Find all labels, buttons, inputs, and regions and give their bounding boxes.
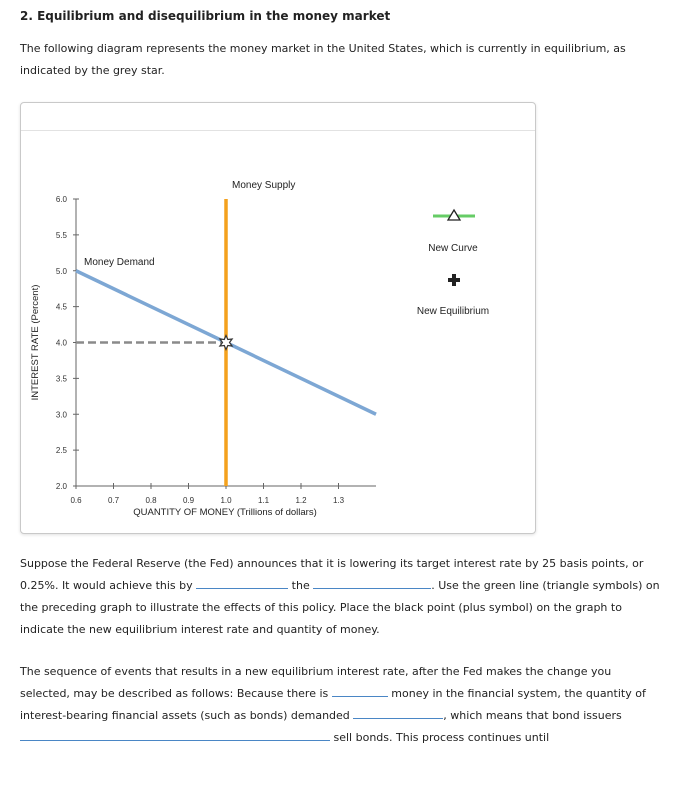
x-tick-label: 0.9 (182, 496, 195, 505)
graph-panel (20, 102, 536, 534)
x-tick-label: 0.7 (107, 496, 120, 505)
question-1 (20, 553, 660, 641)
y-tick-label: 5.5 (55, 230, 67, 240)
money-supply-label: Money Supply (232, 180, 296, 191)
y-tick-label: 2.5 (55, 446, 67, 456)
y-tick-label: 3.0 (55, 410, 67, 420)
q1-dropdown-object[interactable] (313, 576, 431, 589)
q1-dropdown-action[interactable] (196, 576, 288, 589)
q1-text-2: the (291, 579, 310, 592)
question-2 (20, 661, 660, 749)
q2-text-2: money in the financial system, the quantity of interest-bearing financial assets (such as bonds) demanded (20, 687, 646, 722)
new-equilibrium-label: New Equilibrium (416, 306, 490, 317)
x-tick-label: 0.8 (145, 496, 157, 505)
q2-dropdown-money[interactable] (332, 684, 388, 697)
y-axis-title: INTEREST RATE (Percent) (30, 284, 41, 401)
y-tick-label: 4.5 (55, 302, 67, 312)
y-tick-label: 3.5 (55, 374, 67, 384)
new-curve-label: New Curve (428, 243, 478, 254)
x-tick-label: 1.1 (257, 496, 270, 505)
x-tick-label: 1.3 (332, 496, 345, 505)
new-curve-tool[interactable] (433, 210, 475, 220)
q1-text-3: . Use the green line (triangle symbols) on the preceding graph to illustrate the effects of this policy. Place the black point (plus symbol) on the graph to indicate the new equilibrium interest rate and quantity of money. (20, 579, 660, 636)
x-tick-label: 1.0 (220, 496, 232, 505)
q2-dropdown-demanded[interactable] (353, 706, 443, 719)
q2-text-3: , which means that bond issuers (443, 709, 622, 722)
money-market-chart[interactable] (21, 103, 535, 533)
plus-icon (448, 274, 460, 286)
y-tick-label: 4.0 (55, 338, 67, 348)
y-tick-label: 5.0 (55, 266, 67, 276)
q2-text-4: sell bonds. This process continues until (333, 731, 550, 744)
question-heading: 2. Equilibrium and disequilibrium in the money market (20, 9, 391, 23)
x-axis-title: QUANTITY OF MONEY (Trillions of dollars) (133, 507, 317, 518)
q1-text-1: Suppose the Federal Reserve (the Fed) announces that it is lowering its target interest rate by 25 basis points, or 0.25%. It would achieve this by (20, 557, 644, 592)
q2-dropdown-issuers[interactable] (20, 728, 330, 741)
y-tick-label: 2.0 (55, 482, 67, 491)
money-demand-label: Money Demand (84, 256, 155, 268)
x-tick-label: 0.6 (70, 496, 82, 505)
x-tick-label: 1.2 (295, 496, 307, 505)
new-equilibrium-tool[interactable] (448, 274, 460, 286)
q2-text-1: The sequence of events that results in a new equilibrium interest rate, after the Fed makes the change you selected, may be described as follows: Because there is (20, 665, 612, 700)
intro-text: The following diagram represents the money market in the United States, which is currently in equilibrium, as indicated by the grey star. (20, 42, 626, 77)
y-tick-label: 6.0 (55, 195, 67, 204)
